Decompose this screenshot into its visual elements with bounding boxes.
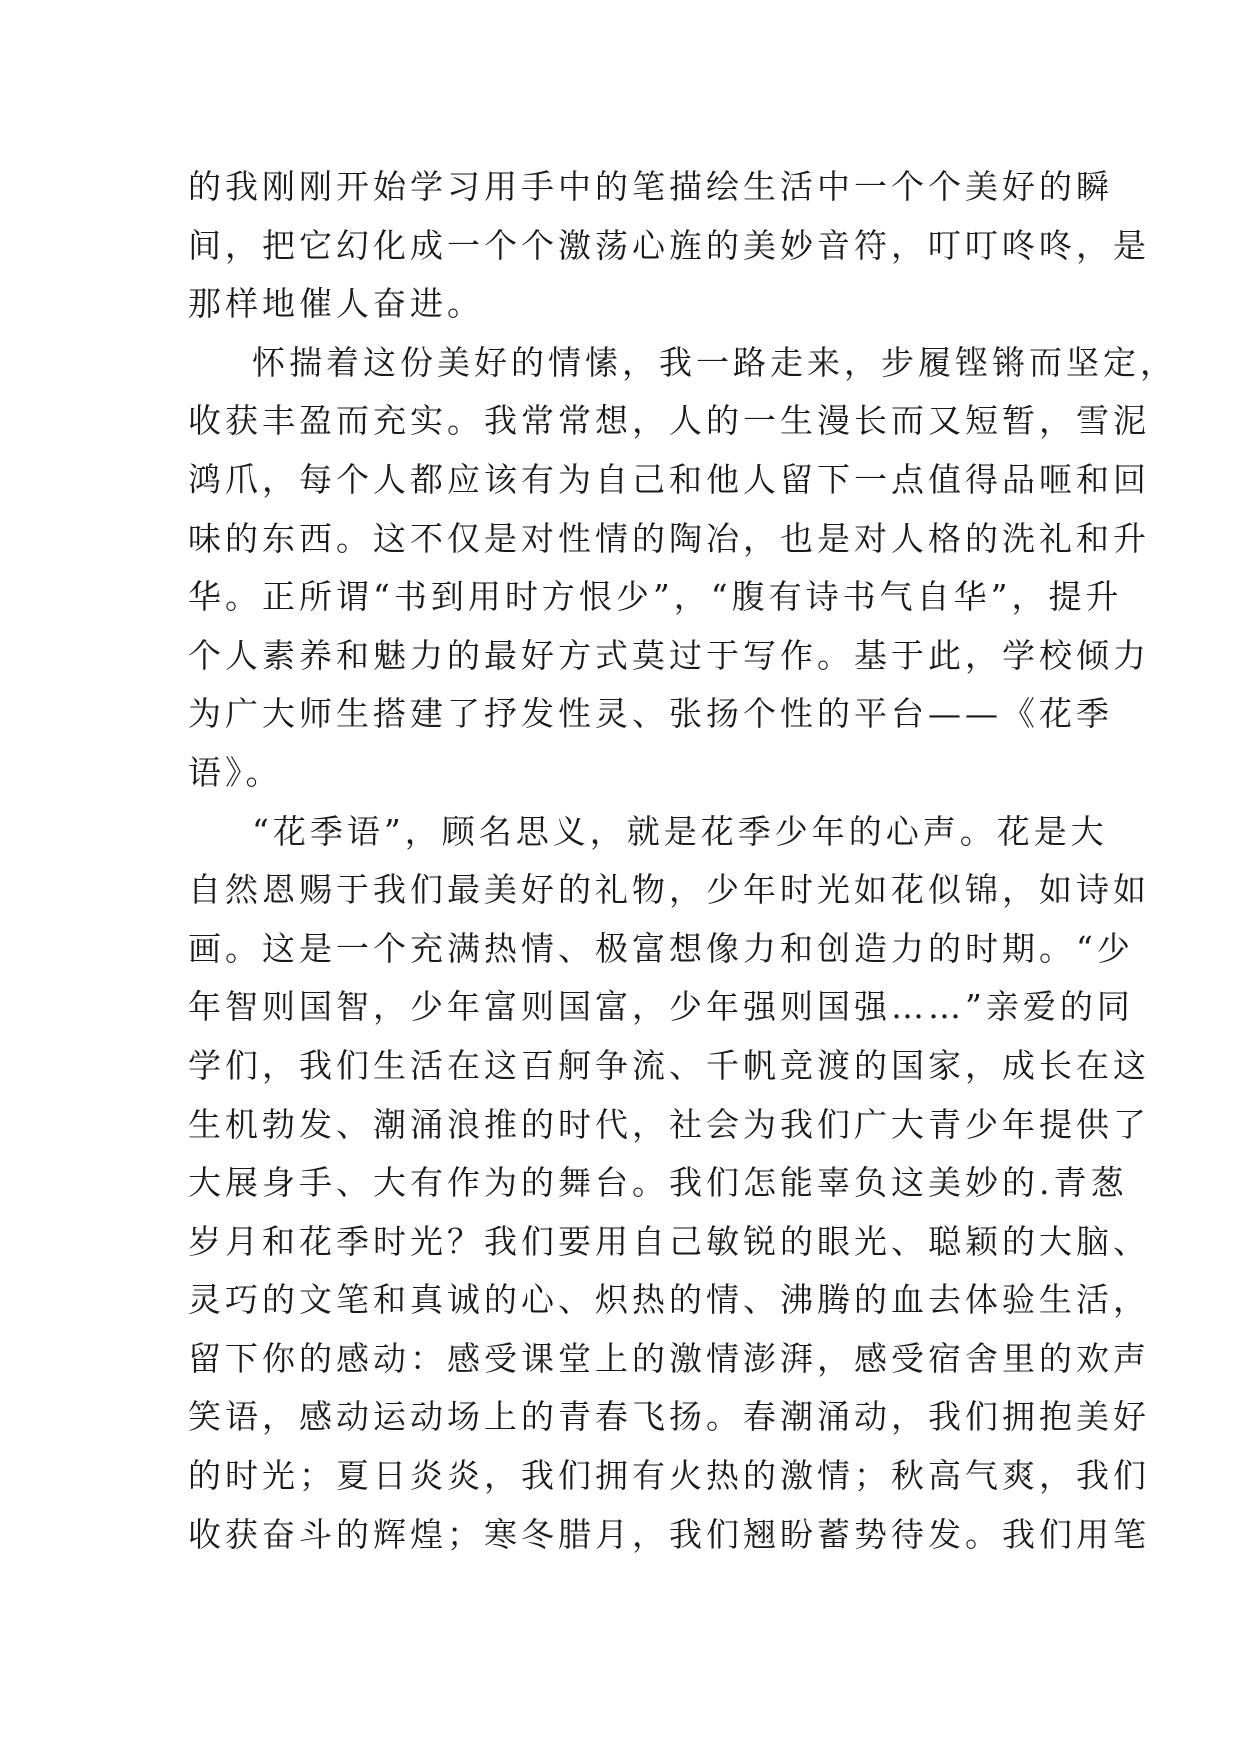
paragraph-first-line: “花季语”，顾名思义，就是花季少年的心声。花是大 (252, 811, 1108, 851)
text-line: 收获丰盈而充实。我常常想，人的一生漫长而又短暂，雪泥 (188, 401, 1150, 441)
body-text (188, 158, 1177, 1564)
text-line: 学们，我们生活在这百舸争流、千帆竞渡的国家，成长在这 (188, 1045, 1150, 1085)
text-line: 收获奋斗的辉煌；寒冬腊月，我们翘盼蓄势待发。我们用笔 (188, 1514, 1150, 1554)
text-line: 为广大师生搭建了抒发性灵、张扬个性的平台——《花季 (188, 694, 1113, 734)
text-line: 笑语，感动运动场上的青春飞扬。春潮涌动，我们拥抱美好 (188, 1397, 1150, 1437)
text-line: 生机勃发、潮涌浪推的时代，社会为我们广大青少年提供了 (188, 1104, 1150, 1144)
text-line: 个人素养和魅力的最好方式莫过于写作。基于此，学校倾力 (188, 635, 1150, 675)
text-line: 年智则国智，少年富则国富，少年强则国强……”亲爱的同 (188, 987, 1134, 1027)
text-line: 自然恩赐于我们最美好的礼物，少年时光如花似锦，如诗如 (188, 870, 1150, 910)
text-line: 味的东西。这不仅是对性情的陶冶，也是对人格的洗礼和升 (188, 518, 1150, 558)
text-line: 留下你的感动：感受课堂上的激情澎湃，感受宿舍里的欢声 (188, 1338, 1150, 1378)
paragraph-first-line: 怀揣着这份美好的情愫，我一路走来，步履铿锵而坚定， (252, 342, 1177, 382)
text-line: 灵巧的文笔和真诚的心、炽热的情、沸腾的血去体验生活， (188, 1280, 1150, 1320)
text-line: 鸿爪，每个人都应该有为自己和他人留下一点值得品咂和回 (188, 459, 1150, 499)
text-line: 的我刚刚开始学习用手中的笔描绘生活中一个个美好的瞬 (188, 167, 1113, 206)
text-line: 的时光；夏日炎炎，我们拥有火热的激情；秋高气爽，我们 (188, 1456, 1150, 1496)
text-line: 语》。 (188, 752, 283, 792)
text-line: 那样地催人奋进。 (188, 284, 484, 324)
text-line: 岁月和花季时光？我们要用自己敏锐的眼光、聪颖的大脑、 (188, 1221, 1150, 1261)
text-line: 间，把它幻化成一个个激荡心旌的美妙音符，叮叮咚咚，是 (188, 225, 1150, 265)
text-line: 华。正所谓“书到用时方恨少”，“腹有诗书气自华”，提升 (188, 577, 1123, 617)
text-line: 大展身手、大有作为的舞台。我们怎能辜负这美妙的.青葱 (188, 1163, 1128, 1203)
text-line: 画。这是一个充满热情、极富想像力和创造力的时期。“少 (188, 928, 1134, 968)
